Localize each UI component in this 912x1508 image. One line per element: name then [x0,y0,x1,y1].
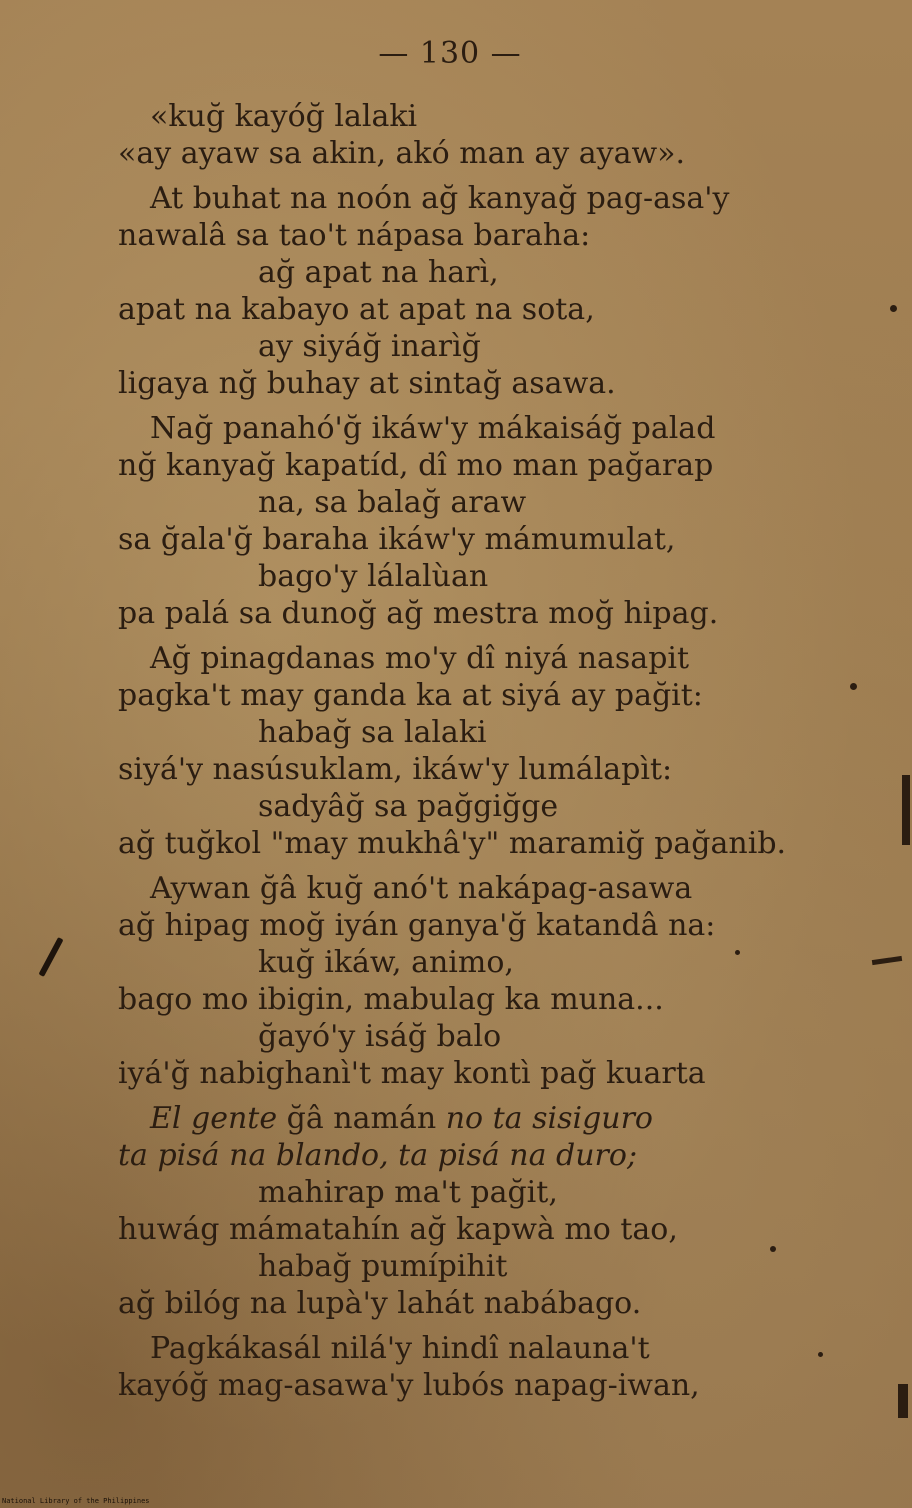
stanza [0,1100,900,1322]
poem-line: nawalâ sa tao't nápasa baraha: [118,218,591,253]
poem-line: habağ sa lalaki [258,715,487,750]
poem-line: bago mo ibigin, mabulag ka muna... [118,982,664,1017]
line-segment: ğâ namán [277,1101,446,1136]
stanza [0,1330,900,1404]
poem-line: Aywan ğâ kuğ anó't nakápag-asawa [150,871,693,906]
poem-line: ay siyáğ inarìğ [258,329,481,364]
poem-line [0,1137,900,1174]
ink-speck [735,950,740,955]
poem-line: na, sa balağ araw [258,485,527,520]
poem-line: ağ bilóg na lupà'y lahát nabábago. [118,1286,642,1321]
poem-line: bago'y lálalùan [258,559,489,594]
poem-line: pa palá sa dunoğ ağ mestra moğ hipag. [118,596,719,631]
poem-line: Nağ panahó'ğ ikáw'y mákaisáğ palad [150,411,716,446]
stanza [0,870,900,1092]
poem-line: habağ pumípihit [258,1249,508,1284]
poem-line: mahirap ma't pağit, [258,1175,558,1210]
poem-line: Pagkákasál nilá'y hindî nalauna't [150,1331,650,1366]
poem-line: sa ğala'ğ baraha ikáw'y mámumulat, [118,522,676,557]
edge-mark [898,1384,908,1418]
poem-line: kayóğ mag-asawa'y lubós napag-iwan, [118,1368,700,1403]
library-credit: National Library of the Philippines [2,1497,150,1505]
poem-line: ağ tuğkol "may mukhâ'y" maramiğ pağanib. [118,826,787,861]
ink-speck [850,683,857,690]
poem-line: ağ apat na harì, [258,255,499,290]
poem-body [0,98,900,1412]
ink-speck [818,1352,823,1357]
line-segment: ta pisá na blando, ta pisá na duro; [118,1138,638,1173]
ink-speck [890,305,897,312]
poem-line: «kuğ kayóğ lalaki [150,99,418,134]
stanza [0,98,900,172]
page-number: — 130 — [378,36,522,71]
poem-line: nğ kanyağ kapatíd, dî mo man pağarap [118,448,714,483]
line-segment: El gente [150,1101,278,1136]
poem-line [0,1100,900,1137]
poem-line: ligaya nğ buhay at sintağ asawa. [118,366,616,401]
poem-line: At buhat na noón ağ kanyağ pag-asa'y [150,181,730,216]
stanza [0,180,900,402]
stanza [0,410,900,632]
poem-line: apat na kabayo at apat na sota, [118,292,595,327]
poem-line: Ağ pinagdanas mo'y dî niyá nasapit [150,641,690,676]
poem-line: ğayó'y isáğ balo [258,1019,502,1054]
poem-line: sadyâğ sa pağgiğge [258,789,559,824]
stanza [0,640,900,862]
line-segment: no ta sisiguro [445,1101,653,1136]
poem-line: siyá'y nasúsuklam, ikáw'y lumálapìt: [118,752,673,787]
poem-line: kuğ ikáw, animo, [258,945,514,980]
poem-line: ağ hipag moğ iyán ganya'ğ katandâ na: [118,908,716,943]
poem-line: huwág mámatahín ağ kapwà mo tao, [118,1212,678,1247]
poem-line: pagka't may ganda ka at siyá ay pağit: [118,678,703,713]
ink-speck [770,1246,776,1252]
poem-line: «ay ayaw sa akin, akó man ay ayaw». [118,136,686,171]
edge-mark [902,775,910,845]
poem-line: iyá'ğ nabighanì't may kontì pağ kuarta [118,1056,706,1091]
